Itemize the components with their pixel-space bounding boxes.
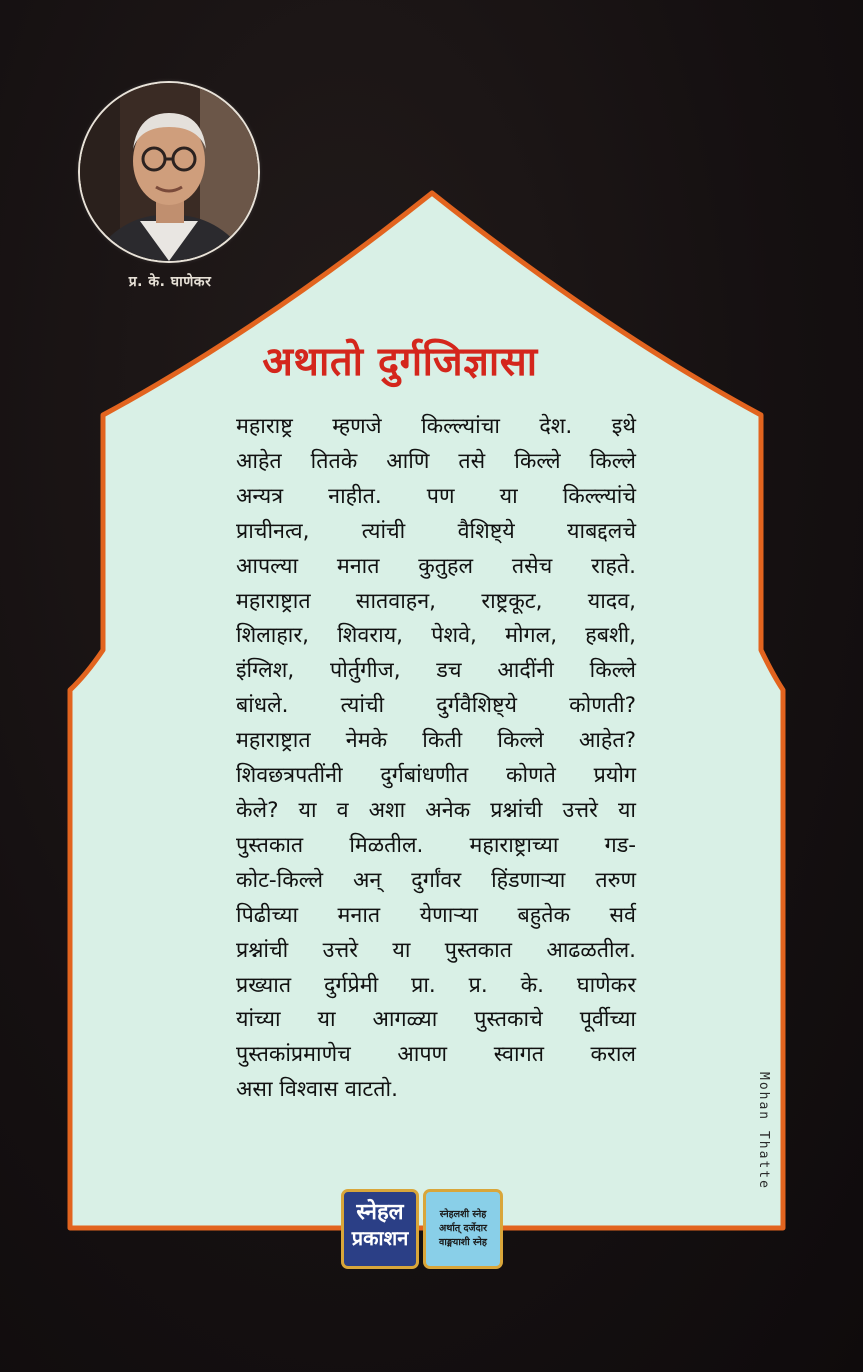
blurb-line: महाराष्ट्र म्हणजे किल्ल्यांचा देश. इथे xyxy=(236,414,636,439)
blurb-line: आपल्या मनात कुतुहल तसेच राहते. xyxy=(236,553,636,579)
blurb-line: केले? या व अशा अनेक प्रश्नांची उत्तरे या xyxy=(236,797,636,823)
publisher-tagline-line: वाङ्मयाशी स्नेह xyxy=(439,1237,487,1248)
blurb-line: प्रख्यात दुर्गप्रेमी प्रा. प्र. के. घाणेकर xyxy=(236,972,636,998)
blurb-line: कोट-किल्ले अन् दुर्गांवर हिंडणाऱ्या तरुण xyxy=(236,867,636,893)
blurb-line: प्रश्नांची उत्तरे या पुस्तकात आढळतील. xyxy=(236,937,636,963)
publisher-logo-line2: प्रकाशन xyxy=(351,1226,409,1250)
blurb-line: प्राचीनत्व, त्यांची वैशिष्ट्ये याबद्दलचे xyxy=(236,518,636,544)
blurb-line: शिलाहार, शिवराय, पेशवे, मोगल, हबशी, xyxy=(236,623,636,649)
blurb-line: अन्यत्र नाहीत. पण या किल्ल्यांचे xyxy=(236,483,636,509)
publisher-logo-line1: स्नेहल xyxy=(356,1200,404,1225)
blurb-line: शिवछत्रपतींनी दुर्गबांधणीत कोणते प्रयोग xyxy=(236,763,636,789)
publisher-logo xyxy=(341,1189,419,1269)
blurb-line: महाराष्ट्रात सातवाहन, राष्ट्रकूट, यादव, xyxy=(236,588,636,614)
publisher-tagline-line: अर्थात् दर्जेदार xyxy=(439,1223,487,1234)
publisher-tagline xyxy=(423,1189,503,1269)
blurb-line: आहेत तितके आणि तसे किल्ले किल्ले xyxy=(236,448,636,474)
blurb-line: बांधले. त्यांची दुर्गवैशिष्ट्ये कोणती? xyxy=(236,693,636,719)
blurb-line: पिढीच्या मनात येणाऱ्या बहुतेक सर्व xyxy=(236,902,636,928)
publisher-tagline-line: स्नेहलशी स्नेह xyxy=(439,1209,487,1220)
blurb-line: महाराष्ट्रात नेमके किती किल्ले आहेत? xyxy=(236,728,636,754)
blurb-line: असा विश्वास वाटतो. xyxy=(236,1077,398,1103)
blurb-line: पुस्तकांप्रमाणेच आपण स्वागत कराल xyxy=(236,1042,636,1068)
blurb-line: इंग्लिश, पोर्तुगीज, डच आदींनी किल्ले xyxy=(236,658,636,684)
book-title: अथातो दुर्गजिज्ञासा xyxy=(262,339,538,385)
blurb-line: पुस्तकात मिळतील. महाराष्ट्राच्या गड- xyxy=(236,832,636,858)
author-photo xyxy=(80,83,258,261)
blurb-line: यांच्या या आगळ्या पुस्तकाचे पूर्वीच्या xyxy=(236,1007,636,1033)
book-blurb xyxy=(236,410,636,1108)
author-name: प्र. के. घाणेकर xyxy=(128,274,212,290)
cover-artist-credit: Mohan Thatte xyxy=(756,1072,771,1190)
